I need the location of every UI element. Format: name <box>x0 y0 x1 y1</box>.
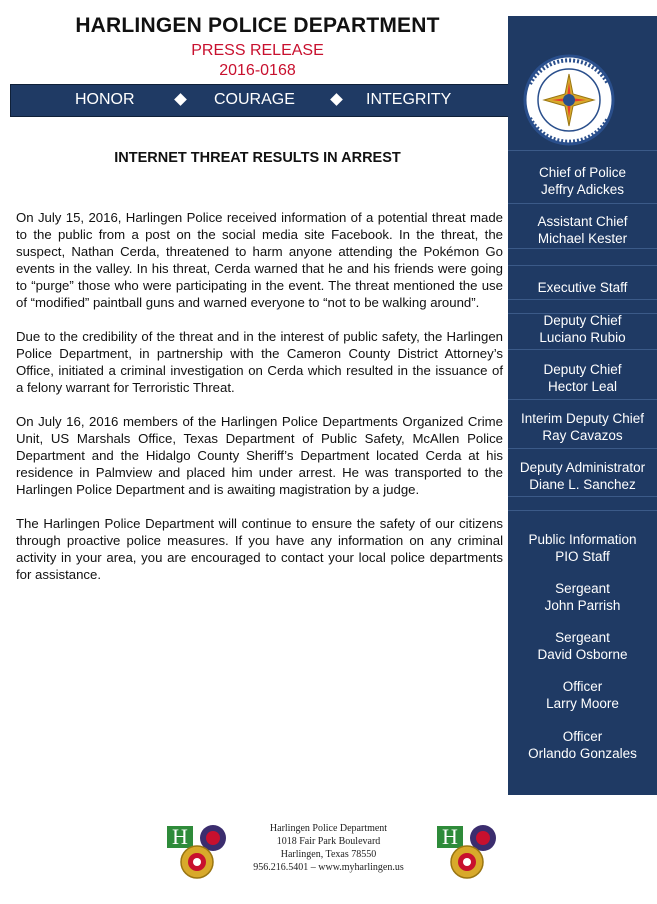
staff-title: Sergeant <box>555 630 610 645</box>
staff-title: Officer <box>562 729 603 744</box>
press-release-label: PRESS RELEASE <box>191 42 324 59</box>
staff-entry <box>508 580 657 614</box>
staff-entry <box>508 531 657 565</box>
paragraph: Due to the credibility of the threat and in the interest of public safety, the Harlingen Police Department, in partnership with the Cameron County District Attorney’s Office, initiated a criminal investigation on Cerda which resulted in the issuance of a felony warrant for Terroristic Threat. <box>16 329 503 395</box>
staff-title: Executive Staff <box>537 280 628 295</box>
divider <box>508 150 657 151</box>
staff-entry <box>508 312 657 346</box>
value-courage: COURAGE <box>214 91 295 108</box>
staff-title: Officer <box>562 679 603 694</box>
staff-name: PIO Staff <box>555 549 610 564</box>
department-name: HARLINGEN POLICE DEPARTMENT <box>75 14 440 37</box>
release-body <box>16 209 503 600</box>
letterhead <box>0 14 515 80</box>
diamond-separator-icon <box>330 93 343 106</box>
staff-entry <box>508 459 657 493</box>
divider <box>508 299 657 300</box>
staff-entry <box>508 361 657 395</box>
footer-line: Harlingen Police Department <box>269 823 388 834</box>
svg-text:H: H <box>172 824 188 849</box>
staff-title: Deputy Chief <box>543 313 622 328</box>
staff-entry <box>508 728 657 762</box>
svg-text:H: H <box>442 824 458 849</box>
staff-title: Sergeant <box>555 581 610 596</box>
staff-entry <box>508 213 657 247</box>
paragraph: The Harlingen Police Department will continue to ensure the safety of our citizens through proactive police measures. If you have any information on any criminal activity in your area, you are encouraged to contact your local police departments for assistance. <box>16 516 503 582</box>
headline: INTERNET THREAT RESULTS IN ARREST <box>114 150 401 166</box>
staff-entry <box>508 629 657 663</box>
staff-name: Ray Cavazos <box>542 428 623 443</box>
staff-name: Luciano Rubio <box>539 330 626 345</box>
footer-line: 956.216.5401 – www.myharlingen.us <box>253 862 404 873</box>
divider <box>508 496 657 497</box>
footer-line: 1018 Fair Park Boulevard <box>276 836 381 847</box>
footer-address <box>0 822 657 874</box>
footer-line: Harlingen, Texas 78550 <box>280 849 377 860</box>
staff-title: Assistant Chief <box>537 214 628 229</box>
staff-name: Jeffry Adickes <box>540 182 625 197</box>
harlingen-police-logo <box>433 822 497 880</box>
staff-name: David Osborne <box>537 647 628 662</box>
divider <box>508 203 657 204</box>
staff-name: Larry Moore <box>546 696 619 711</box>
staff-entry <box>508 164 657 198</box>
staff-name: Diane L. Sanchez <box>529 477 636 492</box>
diamond-separator-icon <box>174 93 187 106</box>
staff-name: Hector Leal <box>547 379 618 394</box>
staff-title: Public Information <box>528 532 637 547</box>
staff-name: Orlando Gonzales <box>528 746 637 761</box>
divider <box>508 265 657 266</box>
value-integrity: INTEGRITY <box>366 91 452 108</box>
staff-name: John Parrish <box>544 598 621 613</box>
staff-title: Chief of Police <box>538 165 627 180</box>
divider <box>508 510 657 511</box>
staff-title: Deputy Administrator <box>519 460 646 475</box>
release-number: 2016-0168 <box>219 62 296 79</box>
divider <box>508 349 657 350</box>
staff-title: Deputy Chief <box>543 362 622 377</box>
divider <box>508 248 657 249</box>
staff-entry <box>508 279 657 296</box>
divider <box>508 399 657 400</box>
texas-police-chiefs-seal <box>510 54 628 146</box>
value-honor: HONOR <box>75 91 135 108</box>
paragraph: On July 15, 2016, Harlingen Police received information of a potential threat made to the public from a post on the social media site Facebook. In the threat, the suspect, Nathan Cerda, threatened to harm anyone attending the Pokémon Go events in the valley. In his threat, Cerda warned that he and his friends were going to “purge” those who were participating in the event. The threat mentioned the use of “modified” paintball guns and warned everyone to “not to be walking around”. <box>16 210 503 310</box>
staff-entry <box>508 410 657 444</box>
staff-name: Michael Kester <box>537 231 628 246</box>
paragraph: On July 16, 2016 members of the Harlingen Police Departments Organized Crime Unit, US Marshals Office, Texas Department of Public Safety, McAllen Police Department and the Hidalgo County Sheriff’s Department located Cerda at his residence in Palmview and placed him under arrest. He was transported to the Harlingen Police Department and is awaiting magistration by a judge. <box>16 414 503 497</box>
staff-entry <box>508 678 657 712</box>
divider <box>508 448 657 449</box>
staff-title: Interim Deputy Chief <box>520 411 645 426</box>
values-bar <box>10 84 509 117</box>
